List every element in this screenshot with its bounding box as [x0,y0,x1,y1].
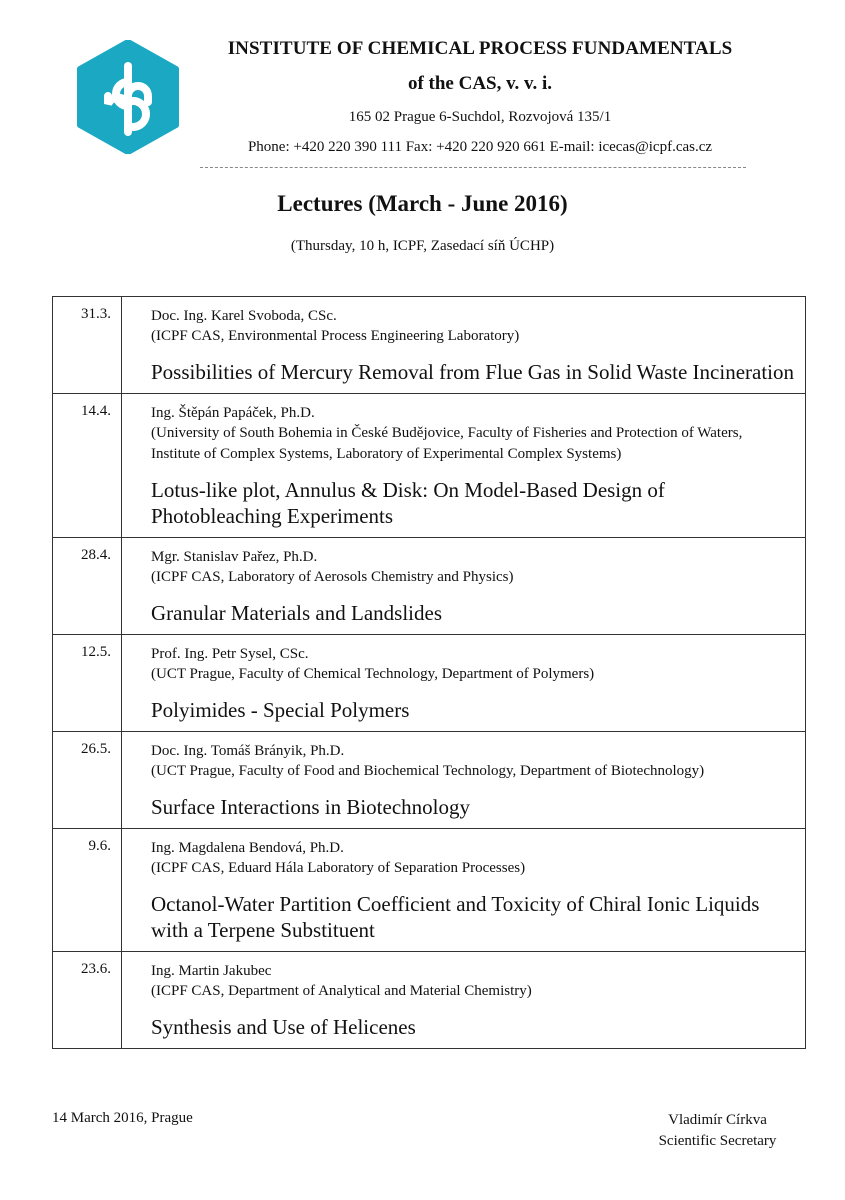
lecture-date: 14.4. [53,394,122,538]
header-divider [200,167,746,168]
icpf-logo-icon [76,40,180,154]
lecture-title: Surface Interactions in Biotechnology [151,795,470,819]
document-subtitle: (Thursday, 10 h, ICPF, Zasedací síň ÚCHP) [290,238,555,254]
lecture-title: Lotus-like plot, Annulus & Disk: On Model-Based Design of Photobleaching Experiments [151,478,665,528]
lecture-affiliation: (ICPF CAS, Laboratory of Aerosols Chemistry and Physics) [151,569,514,585]
lecture-info [122,829,806,952]
lecture-title: Octanol-Water Partition Coefficient and Toxicity of Chiral Ionic Liquids with a Terpene Substituent [151,892,760,942]
lecture-speaker: Doc. Ing. Karel Svoboda, CSc. [151,308,337,324]
institute-address: 165 02 Prague 6-Suchdol, Rozvojová 135/1 [348,109,612,125]
document-title: Lectures (March - June 2016) [277,191,568,216]
lecture-info [122,394,806,538]
signatory-role: Scientific Secretary [658,1133,777,1149]
lecture-row [53,732,806,829]
lecture-row [53,538,806,635]
lecture-row [53,829,806,952]
footer-date-place: 14 March 2016, Prague [52,1110,193,1126]
lecture-row [53,635,806,732]
footer-signature [630,1110,805,1152]
lecture-date: 23.6. [53,952,122,1049]
lecture-affiliation: (ICPF CAS, Environmental Process Engineering Laboratory) [151,328,520,344]
institute-contact: Phone: +420 220 390 111 Fax: +420 220 920 661 E-mail: icecas@icpf.cas.cz [247,139,713,155]
lecture-info [122,538,806,635]
lecture-affiliation: (University of South Bohemia in České Budějovice, Faculty of Fisheries and Protection of Waters, Institute of Complex Systems, Laboratory of Experimental Complex Systems) [151,425,743,462]
lecture-title: Polyimides - Special Polymers [151,698,410,722]
institute-name: INSTITUTE OF CHEMICAL PROCESS FUNDAMENTALS [227,38,733,59]
lecture-date: 12.5. [53,635,122,732]
lecture-row [53,297,806,394]
lecture-info [122,732,806,829]
lecture-affiliation: (ICPF CAS, Eduard Hála Laboratory of Separation Processes) [151,860,526,876]
lecture-date: 26.5. [53,732,122,829]
lecture-title: Granular Materials and Landslides [151,601,442,625]
lecture-date: 9.6. [53,829,122,952]
lecture-speaker: Mgr. Stanislav Pařez, Ph.D. [151,549,318,565]
lecture-affiliation: (ICPF CAS, Department of Analytical and Material Chemistry) [151,983,532,999]
lecture-row [53,394,806,538]
lecture-info [122,635,806,732]
lecture-affiliation: (UCT Prague, Faculty of Chemical Technology, Department of Polymers) [151,666,595,682]
lecture-speaker: Doc. Ing. Tomáš Brányik, Ph.D. [151,743,345,759]
lecture-schedule-table [52,296,806,1049]
lecture-date: 31.3. [53,297,122,394]
institute-logo [76,40,180,154]
signatory-name: Vladimír Církva [668,1112,767,1128]
lecture-speaker: Ing. Štěpán Papáček, Ph.D. [151,405,315,421]
lecture-info [122,297,806,394]
lecture-info [122,952,806,1049]
lecture-title: Synthesis and Use of Helicenes [151,1015,416,1039]
lecture-speaker: Ing. Magdalena Bendová, Ph.D. [151,840,344,856]
lecture-title: Possibilities of Mercury Removal from Flue Gas in Solid Waste Incineration [151,360,794,384]
lecture-row [53,952,806,1049]
lecture-speaker: Prof. Ing. Petr Sysel, CSc. [151,646,309,662]
lecture-date: 28.4. [53,538,122,635]
lecture-speaker: Ing. Martin Jakubec [151,963,272,979]
lecture-affiliation: (UCT Prague, Faculty of Food and Biochemical Technology, Department of Biotechnology) [151,763,705,779]
institute-subtitle: of the CAS, v. v. i. [407,73,553,94]
